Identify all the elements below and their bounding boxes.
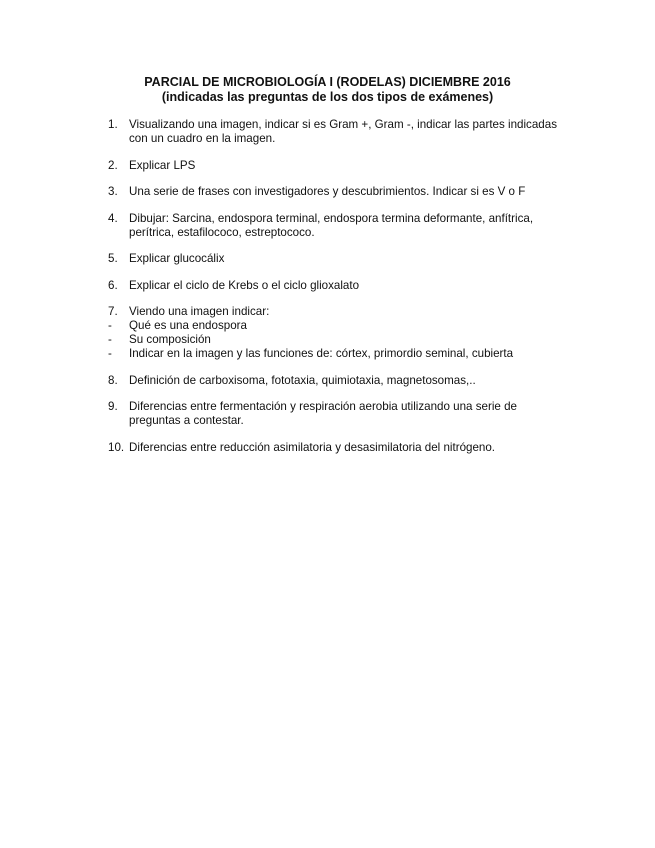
question-1: [108, 118, 558, 146]
question-text: Explicar glucocálix: [129, 252, 225, 265]
subitem-text: Su composición: [129, 333, 211, 346]
question-number: 2.: [108, 158, 118, 172]
title-line-2: (indicadas las preguntas de los dos tipos de exámenes): [161, 90, 494, 104]
question-number: 1.: [108, 118, 118, 131]
question-number: 6.: [108, 278, 118, 292]
question-number: 8.: [108, 373, 118, 387]
subitem: [108, 333, 558, 347]
question-text: Explicar el ciclo de Krebs o el ciclo glioxalato: [129, 278, 360, 292]
question-9: [108, 400, 558, 428]
question-text: Definición de carboxisoma, fototaxia, quimiotaxia, magnetosomas,..: [129, 373, 476, 387]
question-number: 10.: [108, 440, 125, 454]
subitem: [108, 347, 558, 361]
dash-bullet: -: [108, 333, 112, 346]
question-10: [108, 441, 558, 455]
question-5: [108, 252, 558, 266]
question-text: Dibujar: Sarcina, endospora terminal, endospora termina deformante, anfítrica, perítrica, estafilococo, estreptococo.: [129, 211, 534, 239]
question-text: Viendo una imagen indicar:: [129, 305, 270, 318]
question-3: [108, 185, 558, 199]
subitem-text: Qué es una endospora: [129, 319, 247, 332]
title-line-1: PARCIAL DE MICROBIOLOGÍA I (RODELAS) DICIEMBRE 2016: [144, 75, 511, 89]
question-number: 5.: [108, 252, 118, 265]
question-text: Diferencias entre reducción asimilatoria y desasimilatoria del nitrógeno.: [129, 440, 496, 454]
question-number: 3.: [108, 185, 118, 198]
question-number: 7.: [108, 305, 118, 318]
dash-bullet: -: [108, 347, 112, 360]
question-text: Explicar LPS: [129, 158, 196, 172]
question-text: Diferencias entre fermentación y respiración aerobia utilizando una serie de preguntas a contestar.: [129, 400, 517, 427]
question-7: [108, 305, 558, 361]
question-6: [108, 279, 558, 293]
question-text: Visualizando una imagen, indicar si es Gram +, Gram -, indicar las partes indicadas con un cuadro en la imagen.: [129, 118, 557, 145]
subitem-text: Indicar en la imagen y las funciones de: córtex, primordio seminal, cubierta: [129, 347, 514, 360]
question-text: Una serie de frases con investigadores y descubrimientos. Indicar si es V o F: [129, 185, 526, 198]
question-list: [108, 118, 558, 467]
question-4: [108, 212, 558, 240]
question-2: [108, 159, 558, 173]
page-title: [0, 75, 655, 105]
question-number: 9.: [108, 400, 118, 413]
question-number: 4.: [108, 211, 118, 225]
dash-bullet: -: [108, 319, 112, 332]
subitem: [108, 319, 558, 333]
question-8: [108, 374, 558, 388]
subitem-list: [108, 319, 558, 361]
